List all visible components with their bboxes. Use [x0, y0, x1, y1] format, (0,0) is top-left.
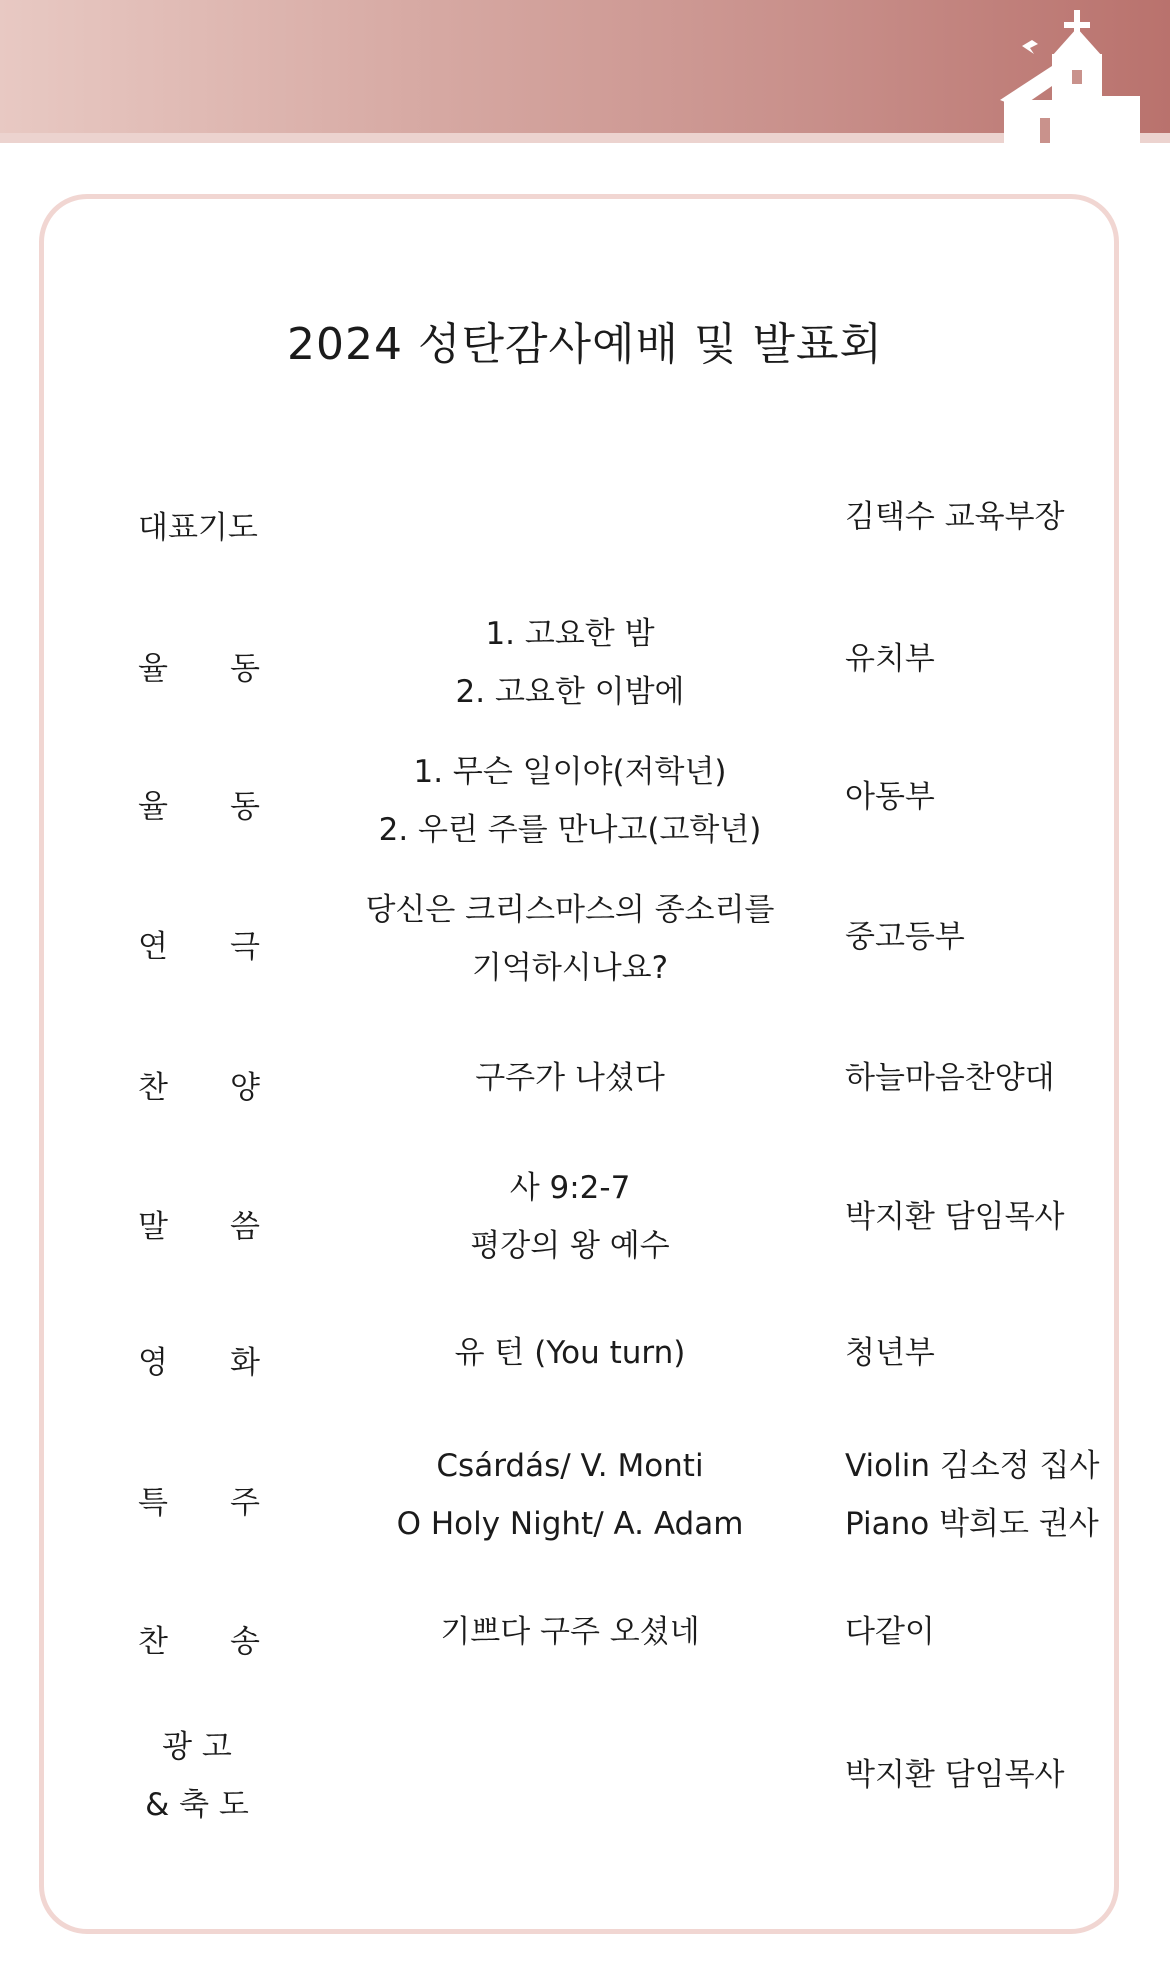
- header-banner-edge: [0, 133, 1170, 143]
- program-items: [330, 1049, 810, 1107]
- program-performer: [845, 1437, 1145, 1553]
- program-performer: 아동부: [845, 779, 935, 815]
- program-item: 2. 우린 주를 만나고(고학년): [378, 812, 762, 848]
- program-item: 기억하시나요?: [471, 950, 669, 986]
- program-performer: 유치부: [845, 641, 935, 677]
- program-item: 평강의 왕 예수: [470, 1228, 670, 1264]
- program-items: [330, 1437, 810, 1553]
- program-performer-line: Violin 김소정 집사: [845, 1448, 1100, 1484]
- program-item: 사 9:2-7: [509, 1170, 631, 1206]
- program-items: [330, 1324, 810, 1382]
- program-label: 찬 송: [138, 1624, 260, 1660]
- program-item: 당신은 크리스마스의 종소리를: [365, 892, 775, 928]
- program-label: 영 화: [138, 1345, 260, 1381]
- program-performer: 박지환 담임목사: [845, 1199, 1065, 1235]
- program-label: 광 고 & 축 도: [145, 1729, 249, 1823]
- program-label: 말 씀: [138, 1209, 260, 1245]
- program-item: 기쁘다 구주 오셨네: [440, 1614, 700, 1650]
- program-label: 대표기도: [138, 510, 258, 546]
- page-title: 2024 성탄감사예배 및 발표회: [287, 319, 883, 370]
- program-performer: 김택수 교육부장: [845, 499, 1065, 535]
- program-performer: 박지환 담임목사: [845, 1757, 1065, 1793]
- program-item: 구주가 나셨다: [475, 1060, 665, 1096]
- program-items: [330, 605, 810, 721]
- program-items: [330, 1603, 810, 1661]
- program-performer: 중고등부: [845, 919, 965, 955]
- program-performer: 하늘마음찬양대: [845, 1060, 1055, 1096]
- program-performer: 다같이: [845, 1614, 935, 1650]
- program-performer: 청년부: [845, 1335, 935, 1371]
- program-performer-line: Piano 박희도 권사: [845, 1506, 1099, 1542]
- program-label: 찬 양: [138, 1070, 260, 1106]
- program-label: 율 동: [138, 651, 260, 687]
- header-banner: [0, 0, 1170, 133]
- program-label: 특 주: [138, 1485, 260, 1521]
- program-item: 유 턴 (You turn): [454, 1335, 686, 1371]
- program-item: O Holy Night/ A. Adam: [396, 1506, 744, 1542]
- program-item: 1. 무슨 일이야(저학년): [413, 754, 727, 790]
- program-item: Csárdás/ V. Monti: [436, 1448, 704, 1484]
- program-items: [330, 1159, 810, 1275]
- program-items: [330, 881, 810, 997]
- program-items: [330, 743, 810, 859]
- church-icon: [1000, 8, 1140, 143]
- program-label: 율 동: [138, 789, 260, 825]
- program-label: 연 극: [138, 929, 260, 965]
- program-item: 2. 고요한 이밤에: [455, 674, 685, 710]
- program-item: 1. 고요한 밤: [485, 616, 655, 652]
